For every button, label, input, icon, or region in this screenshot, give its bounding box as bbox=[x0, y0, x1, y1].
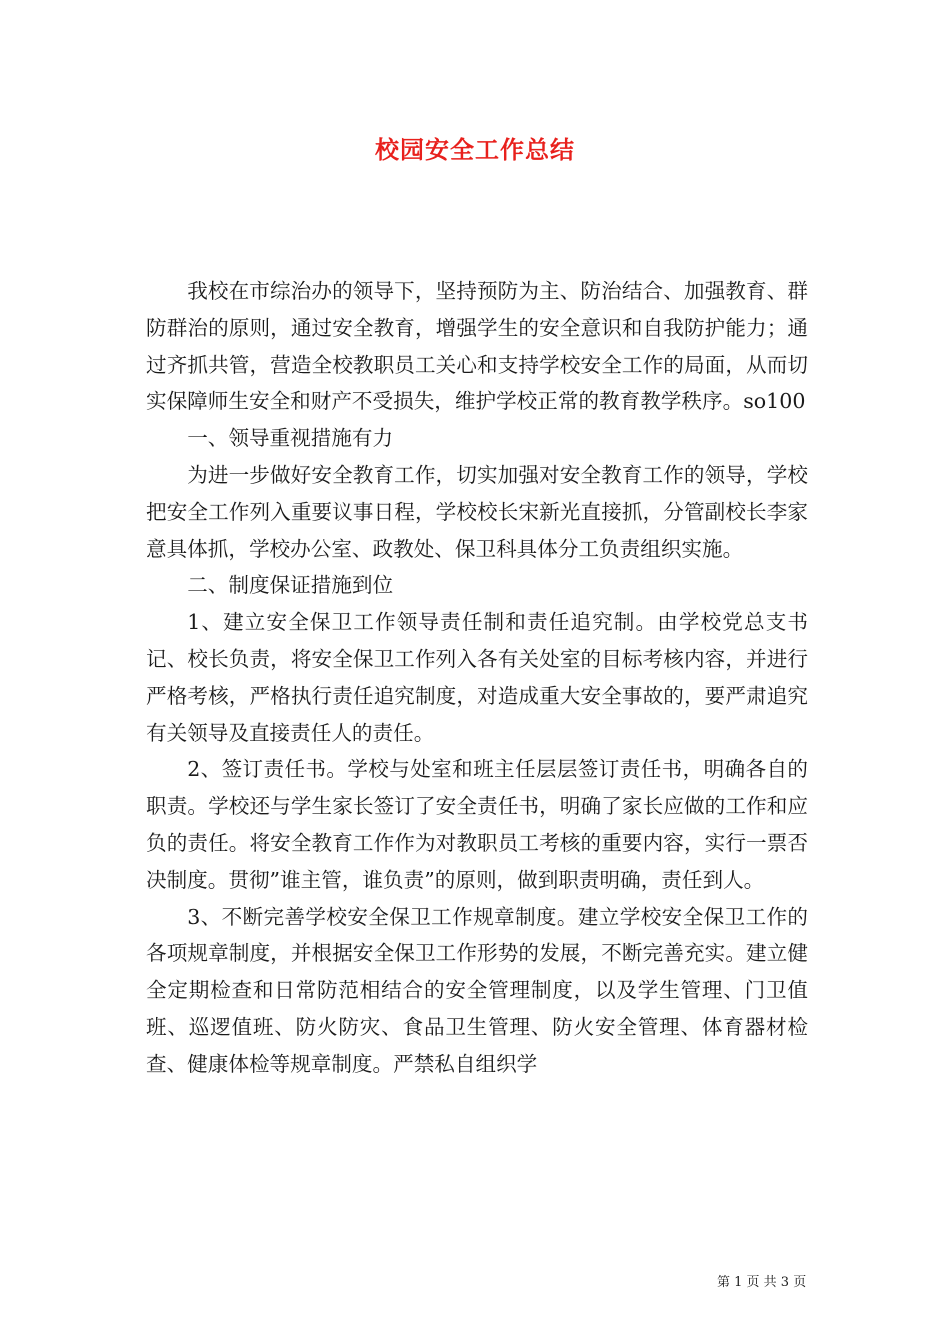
section-heading-leadership: 一、领导重视措施有力 bbox=[187, 426, 394, 451]
paragraph-item-2: 2、签订责任书。学校与处室和班主任层层签订责任书，明确各自的职责。学校还与学生家长签订了安全责任书，明确了家长应做的工作和应负的责任。将安全教育工作作为对教职员工考核的重要内容，实行一票否决制度。贯彻”谁主管，谁负责”的原则，做到职责明确，责任到人。 bbox=[146, 757, 808, 892]
paragraph-leadership: 为进一步做好安全教育工作，切实加强对安全教育工作的领导，学校把安全工作列入重要议事日程，学校校长宋新光直接抓，分管副校长李家意具体抓，学校办公室、政教处、保卫科具体分工负责组织实施。 bbox=[146, 462, 808, 561]
document-title: 校园安全工作总结 bbox=[375, 135, 575, 164]
paragraph-intro: 我校在市综治办的领导下，坚持预防为主、防治结合、加强教育、群防群治的原则，通过安全教育，增强学生的安全意识和自我防护能力；通过齐抓共管，营造全校教职员工关心和支持学校安全工作的局面，从而切实保障师生安全和财产不受损失，维护学校正常的教育教学秩序。so100 bbox=[146, 279, 808, 414]
paragraph-item-1: 1、建立安全保卫工作领导责任制和责任追究制。由学校党总支书记、校长负责，将安全保卫工作列入各有关处室的目标考核内容，并进行严格考核，严格执行责任追究制度，对造成重大安全事故的，要严肃追究有关领导及直接责任人的责任。 bbox=[146, 610, 808, 745]
paragraph-item-3: 3、不断完善学校安全保卫工作规章制度。建立学校安全保卫工作的各项规章制度，并根据安全保卫工作形势的发展，不断完善充实。建立健全定期检查和日常防范相结合的安全管理制度，以及学生管理、门卫值班、巡逻值班、防火防灾、食品卫生管理、防火安全管理、体育器材检查、健康体检等规章制度。严禁私自组织学 bbox=[146, 904, 808, 1076]
page-number-footer: 第 1 页 共 3 页 bbox=[717, 1275, 807, 1290]
section-heading-system: 二、制度保证措施到位 bbox=[187, 573, 394, 598]
document-body bbox=[146, 273, 808, 1083]
